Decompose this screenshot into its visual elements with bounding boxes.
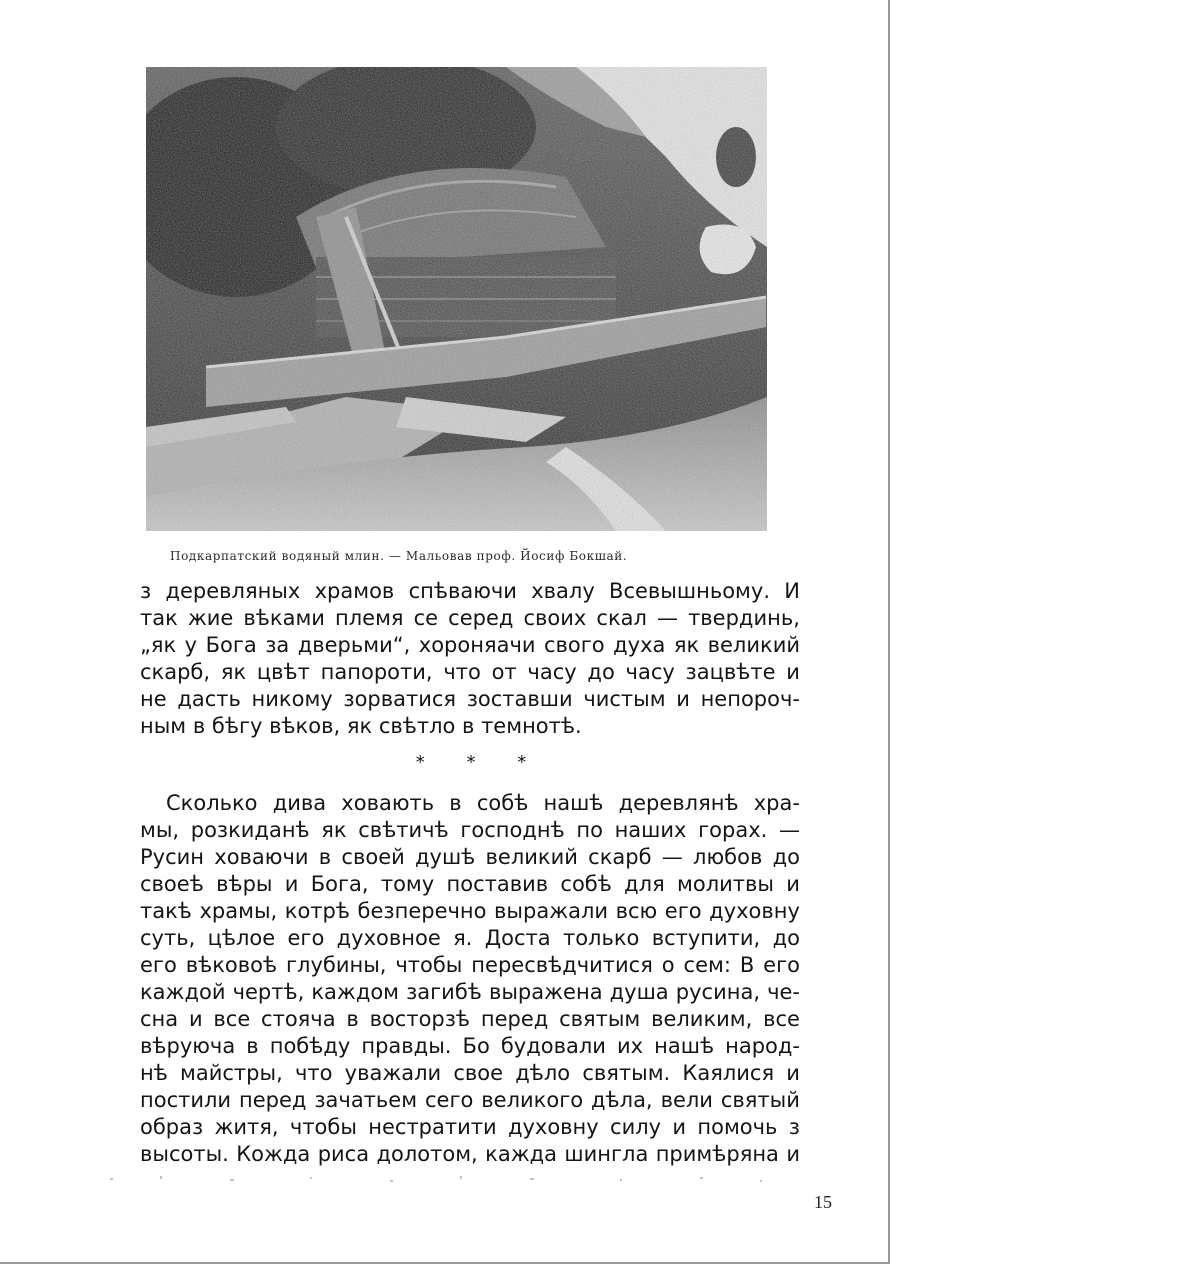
text-line: „як у Бога за дверьми“, хороняачи свого духа як великий xyxy=(140,633,800,657)
text-line: так жие вѣками племя се серед своих скал — твердинь, xyxy=(140,606,800,630)
text-line: сна и все стояча в восторзѣ перед святым великим, все xyxy=(140,1007,800,1031)
scan-noise xyxy=(100,1172,800,1186)
text-line: его вѣковоѣ глубины, чтобы пересвѣдчитися о сем: В его xyxy=(140,953,800,977)
text-line: з деревляных храмов спѣваючи хвалу Всевышньому. И xyxy=(140,579,800,603)
text-line: не дасть никому зорватися зоставши чистым и непороч- xyxy=(140,687,800,711)
body-text xyxy=(140,578,800,1168)
text-line: Сколько дива ховають в собѣ нашѣ деревлянѣ хра- xyxy=(166,791,800,815)
text-line: нѣ майстры, что уважали свое дѣло святым. Каялися и xyxy=(140,1061,800,1085)
paragraph-2 xyxy=(140,790,800,1168)
text-line: постили перед зачатьем сего великого дѣла, вели святый xyxy=(140,1088,800,1112)
page-number: 15 xyxy=(814,1192,832,1212)
text-line: каждой чертѣ, каждом загибѣ выражена душа русина, че- xyxy=(140,980,800,1004)
photo-caption: Подкарпатский водяный млин. — Мальовав проф. Йосиф Бокшай. xyxy=(170,549,628,563)
text-line: своеѣ вѣры и Бога, тому поставив собѣ для молитвы и xyxy=(140,872,800,896)
text-line: скарб, як цвѣт папороти, что от часу до часу зацвѣте и xyxy=(140,660,800,684)
text-line: высоты. Кожда риса долотом, кажда шингла примѣряна и xyxy=(140,1142,800,1166)
section-separator: * * * xyxy=(415,752,545,773)
text-line: Русин ховаючи в своей душѣ великий скарб — любов до xyxy=(140,845,800,869)
text-line: мы, розкиданѣ як свѣтичѣ господнѣ по наших горах. — xyxy=(140,818,800,842)
paragraph-1 xyxy=(140,578,800,740)
text-line: ным в бѣгу вѣков, як свѣтло в темнотѣ. xyxy=(140,714,582,738)
watermill-photo xyxy=(146,67,767,531)
text-line: вѣруюча в побѣду правды. Бо будовали их нашѣ народ- xyxy=(140,1034,800,1058)
text-line: образ житя, чтобы нестратити духовну силу и помочь з xyxy=(140,1115,800,1139)
text-line: суть, цѣлое его духовное я. Доста только вступити, до xyxy=(140,926,800,950)
text-line: такѣ храмы, котрѣ безперечно выражали всю его духовну xyxy=(140,899,800,923)
